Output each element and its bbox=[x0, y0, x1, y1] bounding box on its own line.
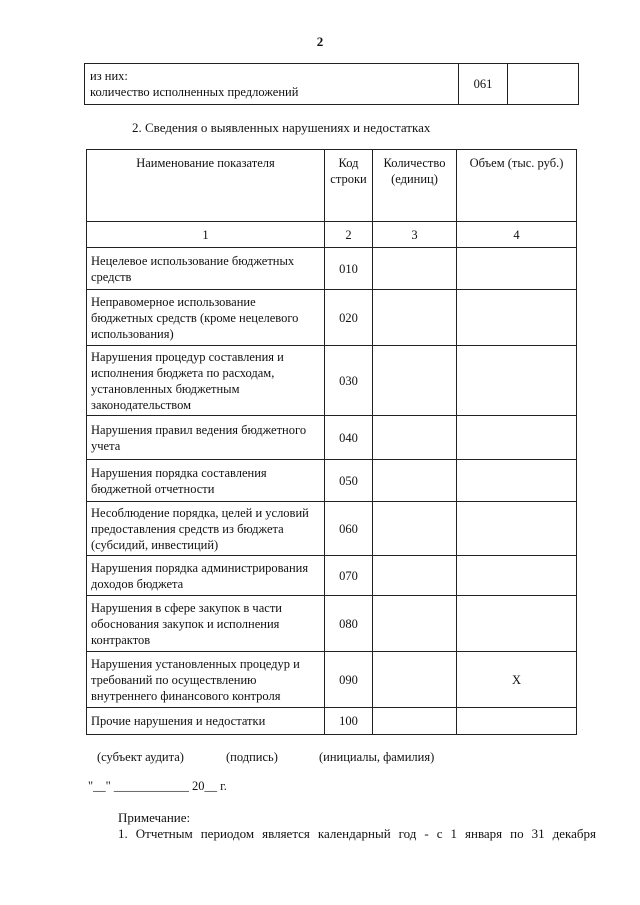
page-number: 2 bbox=[316, 34, 324, 49]
row-code: 020 bbox=[325, 290, 373, 346]
row-volume[interactable] bbox=[457, 460, 577, 502]
row-quantity[interactable] bbox=[373, 502, 457, 556]
row-code: 030 bbox=[325, 346, 373, 416]
row-name: Нарушения правил ведения бюджетного учета bbox=[87, 416, 325, 460]
summary-code-cell: 061 bbox=[459, 64, 508, 105]
row-name: Нарушения в сфере закупок в части обоснования закупок и исполнения контрактов bbox=[87, 596, 325, 652]
summary-value-cell[interactable] bbox=[508, 64, 579, 105]
row-name: Несоблюдение порядка, целей и условий предоставления средств из бюджета (субсидий, инвестиций) bbox=[87, 502, 325, 556]
date-line: "__" ____________ 20__ г. bbox=[88, 779, 227, 793]
table-header-row bbox=[87, 150, 577, 222]
row-code: 080 bbox=[325, 596, 373, 652]
column-number: 4 bbox=[457, 222, 577, 248]
header-volume: Объем (тыс. руб.) bbox=[457, 150, 577, 222]
summary-table bbox=[84, 63, 579, 105]
header-quantity: Количество (единиц) bbox=[373, 150, 457, 222]
column-number: 2 bbox=[325, 222, 373, 248]
table-row bbox=[87, 460, 577, 502]
header-name: Наименование показателя bbox=[87, 150, 325, 222]
violations-table bbox=[86, 149, 577, 735]
table-row bbox=[87, 502, 577, 556]
row-quantity[interactable] bbox=[373, 596, 457, 652]
table-row bbox=[87, 556, 577, 596]
row-volume[interactable] bbox=[457, 502, 577, 556]
row-volume[interactable] bbox=[457, 416, 577, 460]
note-text: 1. Отчетным периодом является календарный год - с 1 января по 31 декабря bbox=[118, 826, 596, 841]
table-row bbox=[87, 652, 577, 708]
note-title: Примечание: bbox=[118, 810, 191, 825]
row-volume[interactable] bbox=[457, 596, 577, 652]
row-code: 090 bbox=[325, 652, 373, 708]
summary-label-line1: из них: bbox=[90, 69, 128, 83]
table-row bbox=[85, 64, 579, 105]
section-title: 2. Сведения о выявленных нарушениях и недостатках bbox=[132, 120, 431, 135]
row-code: 070 bbox=[325, 556, 373, 596]
row-code: 010 bbox=[325, 248, 373, 290]
row-volume[interactable] bbox=[457, 248, 577, 290]
summary-label-line2: количество исполненных предложений bbox=[90, 85, 299, 99]
row-quantity[interactable] bbox=[373, 556, 457, 596]
row-volume[interactable] bbox=[457, 290, 577, 346]
row-name: Нарушения порядка администрирования доходов бюджета bbox=[87, 556, 325, 596]
table-row bbox=[87, 346, 577, 416]
table-row bbox=[87, 416, 577, 460]
summary-label-cell bbox=[85, 64, 459, 105]
table-row bbox=[87, 596, 577, 652]
column-number: 1 bbox=[87, 222, 325, 248]
column-number: 3 bbox=[373, 222, 457, 248]
row-name: Нарушения установленных процедур и требований по осуществлению внутреннего финансового контроля bbox=[87, 652, 325, 708]
row-volume[interactable]: X bbox=[457, 652, 577, 708]
header-code: Код строки bbox=[325, 150, 373, 222]
column-number-row bbox=[87, 222, 577, 248]
row-name: Прочие нарушения и недостатки bbox=[87, 708, 325, 735]
audit-subject-label: (субъект аудита) bbox=[97, 750, 184, 764]
row-code: 060 bbox=[325, 502, 373, 556]
row-quantity[interactable] bbox=[373, 248, 457, 290]
row-quantity[interactable] bbox=[373, 346, 457, 416]
initials-label: (инициалы, фамилия) bbox=[319, 750, 435, 764]
row-volume[interactable] bbox=[457, 708, 577, 735]
table-row bbox=[87, 708, 577, 735]
table-row bbox=[87, 248, 577, 290]
row-name: Нецелевое использование бюджетных средств bbox=[87, 248, 325, 290]
row-quantity[interactable] bbox=[373, 290, 457, 346]
signature-label: (подпись) bbox=[226, 750, 278, 764]
row-quantity[interactable] bbox=[373, 652, 457, 708]
row-code: 040 bbox=[325, 416, 373, 460]
row-name: Нарушения порядка составления бюджетной отчетности bbox=[87, 460, 325, 502]
table-row bbox=[87, 290, 577, 346]
row-code: 050 bbox=[325, 460, 373, 502]
row-name: Нарушения процедур составления и исполнения бюджета по расходам, установленных бюджетным законодательством bbox=[87, 346, 325, 416]
row-volume[interactable] bbox=[457, 346, 577, 416]
row-quantity[interactable] bbox=[373, 708, 457, 735]
row-name: Неправомерное использование бюджетных средств (кроме нецелевого использования) bbox=[87, 290, 325, 346]
row-volume[interactable] bbox=[457, 556, 577, 596]
row-quantity[interactable] bbox=[373, 460, 457, 502]
row-code: 100 bbox=[325, 708, 373, 735]
row-quantity[interactable] bbox=[373, 416, 457, 460]
